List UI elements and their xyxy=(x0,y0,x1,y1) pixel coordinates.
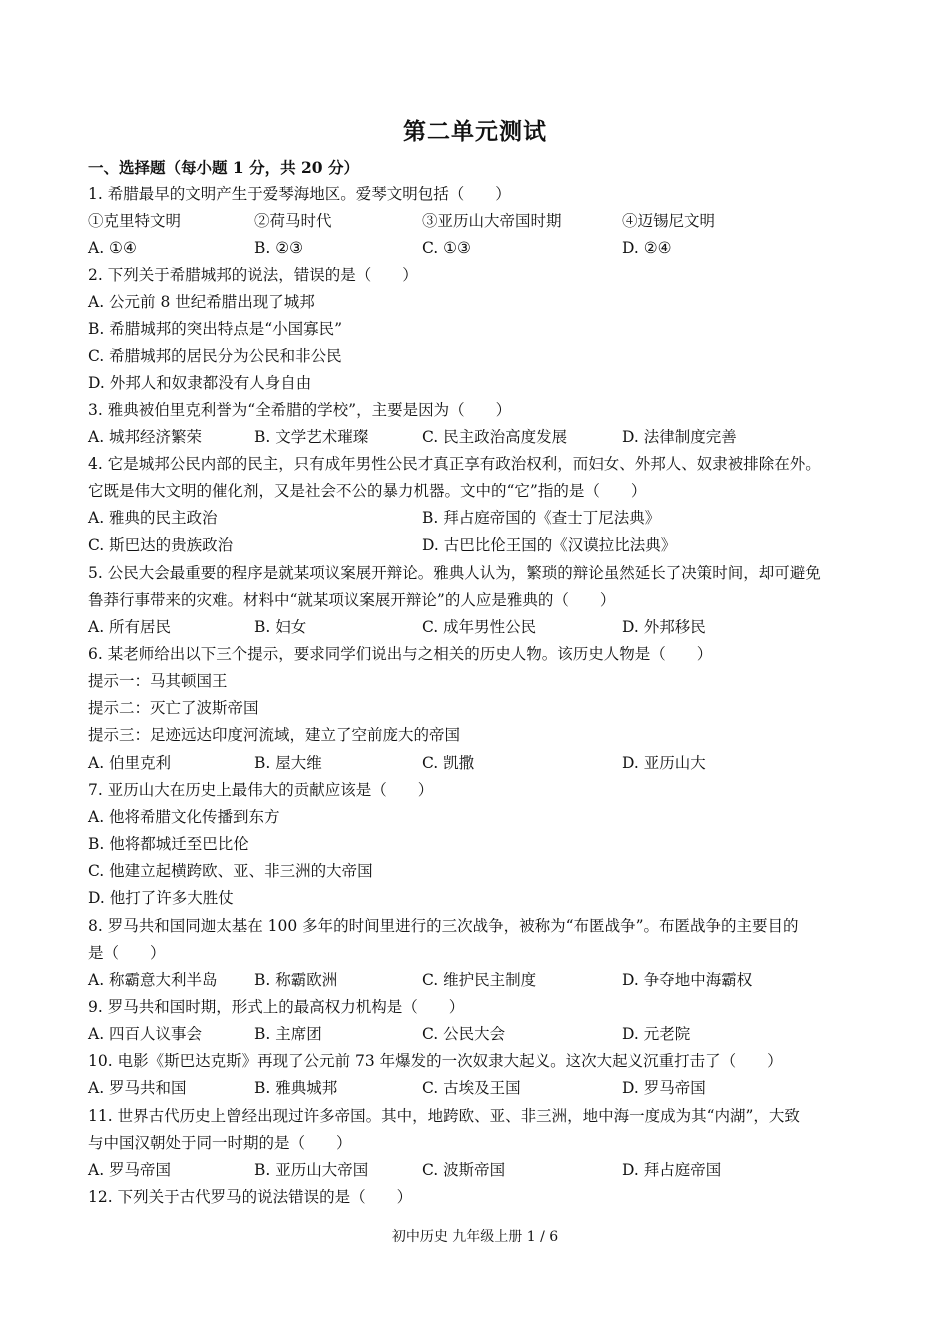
q6-option-a: A. 伯里克利 xyxy=(88,754,172,772)
question-3-options xyxy=(88,424,878,451)
question-2-stem: 2. 下列关于希腊城邦的说法，错误的是（ ） xyxy=(88,266,418,284)
q1-option-a: A. ①④ xyxy=(88,239,137,257)
q5-option-b: B. 妇女 xyxy=(254,618,307,636)
question-1-items xyxy=(88,208,878,235)
q10-option-a: A. 罗马共和国 xyxy=(88,1079,187,1097)
q11-option-b: B. 亚历山大帝国 xyxy=(254,1161,369,1179)
q6-option-d: D. 亚历山大 xyxy=(622,754,706,772)
q8-option-c: C. 维护民主制度 xyxy=(422,971,537,989)
question-7-stem: 7. 亚历山大在历史上最伟大的贡献应该是（ ） xyxy=(88,781,434,799)
q1-option-c: C. ①③ xyxy=(422,239,471,257)
q9-option-d: D. 元老院 xyxy=(622,1025,691,1043)
q6-hint-1: 提示一：马其顿国王 xyxy=(88,672,228,690)
question-9-options xyxy=(88,1021,878,1048)
question-6-stem: 6. 某老师给出以下三个提示，要求同学们说出与之相关的历史人物。该历史人物是（ ） xyxy=(88,645,713,663)
question-3-stem: 3. 雅典被伯里克利誉为“全希腊的学校”，主要是因为（ ） xyxy=(88,401,512,419)
page-title: 第二单元测试 xyxy=(403,118,547,145)
q5-option-d: D. 外邦移民 xyxy=(622,618,706,636)
q7-option-d: D. 他打了许多大胜仗 xyxy=(88,889,234,907)
q7-option-b: B. 他将都城迁至巴比伦 xyxy=(88,835,249,853)
section-heading: 一、选择题（每小题 1 分，共 20 分） xyxy=(88,158,359,177)
question-4-options-row-2 xyxy=(88,532,878,559)
question-5-options xyxy=(88,614,878,641)
question-8-stem-line-1: 8. 罗马共和国同迦太基在 100 多年的时间里进行的三次战争，被称为“布匿战争”。布匿战争的主要目的 xyxy=(88,917,799,935)
q1-item-2: ②荷马时代 xyxy=(254,212,332,230)
q7-option-a: A. 他将希腊文化传播到东方 xyxy=(88,808,280,826)
question-11-stem-line-2: 与中国汉朝处于同一时期的是（ ） xyxy=(88,1134,352,1152)
question-9-stem: 9. 罗马共和国时期，形式上的最高权力机构是（ ） xyxy=(88,998,465,1016)
question-1-stem: 1. 希腊最早的文明产生于爱琴海地区。爱琴文明包括（ ） xyxy=(88,185,511,203)
question-10-options xyxy=(88,1075,878,1102)
q6-hint-2: 提示二：灭亡了波斯帝国 xyxy=(88,699,259,717)
q11-option-a: A. 罗马帝国 xyxy=(88,1161,172,1179)
q6-option-b: B. 屋大维 xyxy=(254,754,322,772)
q8-option-a: A. 称霸意大利半岛 xyxy=(88,971,218,989)
q1-option-d: D. ②④ xyxy=(622,239,672,257)
q5-option-c: C. 成年男性公民 xyxy=(422,618,537,636)
question-8-stem-line-2: 是（ ） xyxy=(88,944,166,962)
q4-option-c: C. 斯巴达的贵族政治 xyxy=(88,536,234,554)
q2-option-c: C. 希腊城邦的居民分为公民和非公民 xyxy=(88,347,342,365)
question-4-stem-line-1: 4. 它是城邦公民内部的民主，只有成年男性公民才真正享有政治权利，而妇女、外邦人、奴隶被排除在外。 xyxy=(88,455,821,473)
q1-item-1: ①克里特文明 xyxy=(88,212,182,230)
question-6-options xyxy=(88,750,878,777)
question-10-stem: 10. 电影《斯巴达克斯》再现了公元前 73 年爆发的一次奴隶大起义。这次大起义沉重打击了（ ） xyxy=(88,1052,783,1070)
q1-item-3: ③亚历山大帝国时期 xyxy=(422,212,562,230)
question-12-stem: 12. 下列关于古代罗马的说法错误的是（ ） xyxy=(88,1188,413,1206)
q2-option-a: A. 公元前 8 世纪希腊出现了城邦 xyxy=(88,293,315,311)
q11-option-c: C. 波斯帝国 xyxy=(422,1161,506,1179)
question-1-options xyxy=(88,235,878,262)
q11-option-d: D. 拜占庭帝国 xyxy=(622,1161,722,1179)
q1-option-b: B. ②③ xyxy=(254,239,304,257)
question-11-options xyxy=(88,1157,878,1184)
q8-option-d: D. 争夺地中海霸权 xyxy=(622,971,753,989)
q3-option-a: A. 城邦经济繁荣 xyxy=(88,428,203,446)
q10-option-c: C. 古埃及王国 xyxy=(422,1079,521,1097)
q1-item-4: ④迈锡尼文明 xyxy=(622,212,716,230)
q2-option-d: D. 外邦人和奴隶都没有人身自由 xyxy=(88,374,312,392)
q4-option-a: A. 雅典的民主政治 xyxy=(88,509,218,527)
q4-option-b: B. 拜占庭帝国的《查士丁尼法典》 xyxy=(422,509,661,527)
q9-option-a: A. 四百人议事会 xyxy=(88,1025,203,1043)
question-5-stem-line-1: 5. 公民大会最重要的程序是就某项议案展开辩论。雅典人认为，繁琐的辩论虽然延长了决策时间，却可避免 xyxy=(88,564,821,582)
q8-option-b: B. 称霸欧洲 xyxy=(254,971,338,989)
question-11-stem-line-1: 11. 世界古代历史上曾经出现过许多帝国。其中，地跨欧、亚、非三洲，地中海一度成为其“内湖”，大致 xyxy=(88,1107,800,1125)
q9-option-c: C. 公民大会 xyxy=(422,1025,506,1043)
q4-option-d: D. 古巴比伦王国的《汉谟拉比法典》 xyxy=(422,536,677,554)
question-8-options xyxy=(88,967,878,994)
q3-option-d: D. 法律制度完善 xyxy=(622,428,737,446)
q5-option-a: A. 所有居民 xyxy=(88,618,172,636)
q3-option-b: B. 文学艺术璀璨 xyxy=(254,428,369,446)
q6-hint-3: 提示三：足迹远达印度河流域，建立了空前庞大的帝国 xyxy=(88,726,461,744)
q10-option-b: B. 雅典城邦 xyxy=(254,1079,338,1097)
q10-option-d: D. 罗马帝国 xyxy=(622,1079,706,1097)
q2-option-b: B. 希腊城邦的突出特点是“小国寡民” xyxy=(88,320,343,338)
page-footer: 初中历史 九年级上册 1 / 6 xyxy=(391,1229,559,1245)
question-5-stem-line-2: 鲁莽行事带来的灾难。材料中“就某项议案展开辩论”的人应是雅典的（ ） xyxy=(88,591,616,609)
question-4-options-row-1 xyxy=(88,505,878,532)
q3-option-c: C. 民主政治高度发展 xyxy=(422,428,568,446)
q6-option-c: C. 凯撒 xyxy=(422,754,475,772)
q9-option-b: B. 主席团 xyxy=(254,1025,322,1043)
question-4-stem-line-2: 它既是伟大文明的催化剂，又是社会不公的暴力机器。文中的“它”指的是（ ） xyxy=(88,482,647,500)
q7-option-c: C. 他建立起横跨欧、亚、非三洲的大帝国 xyxy=(88,862,373,880)
